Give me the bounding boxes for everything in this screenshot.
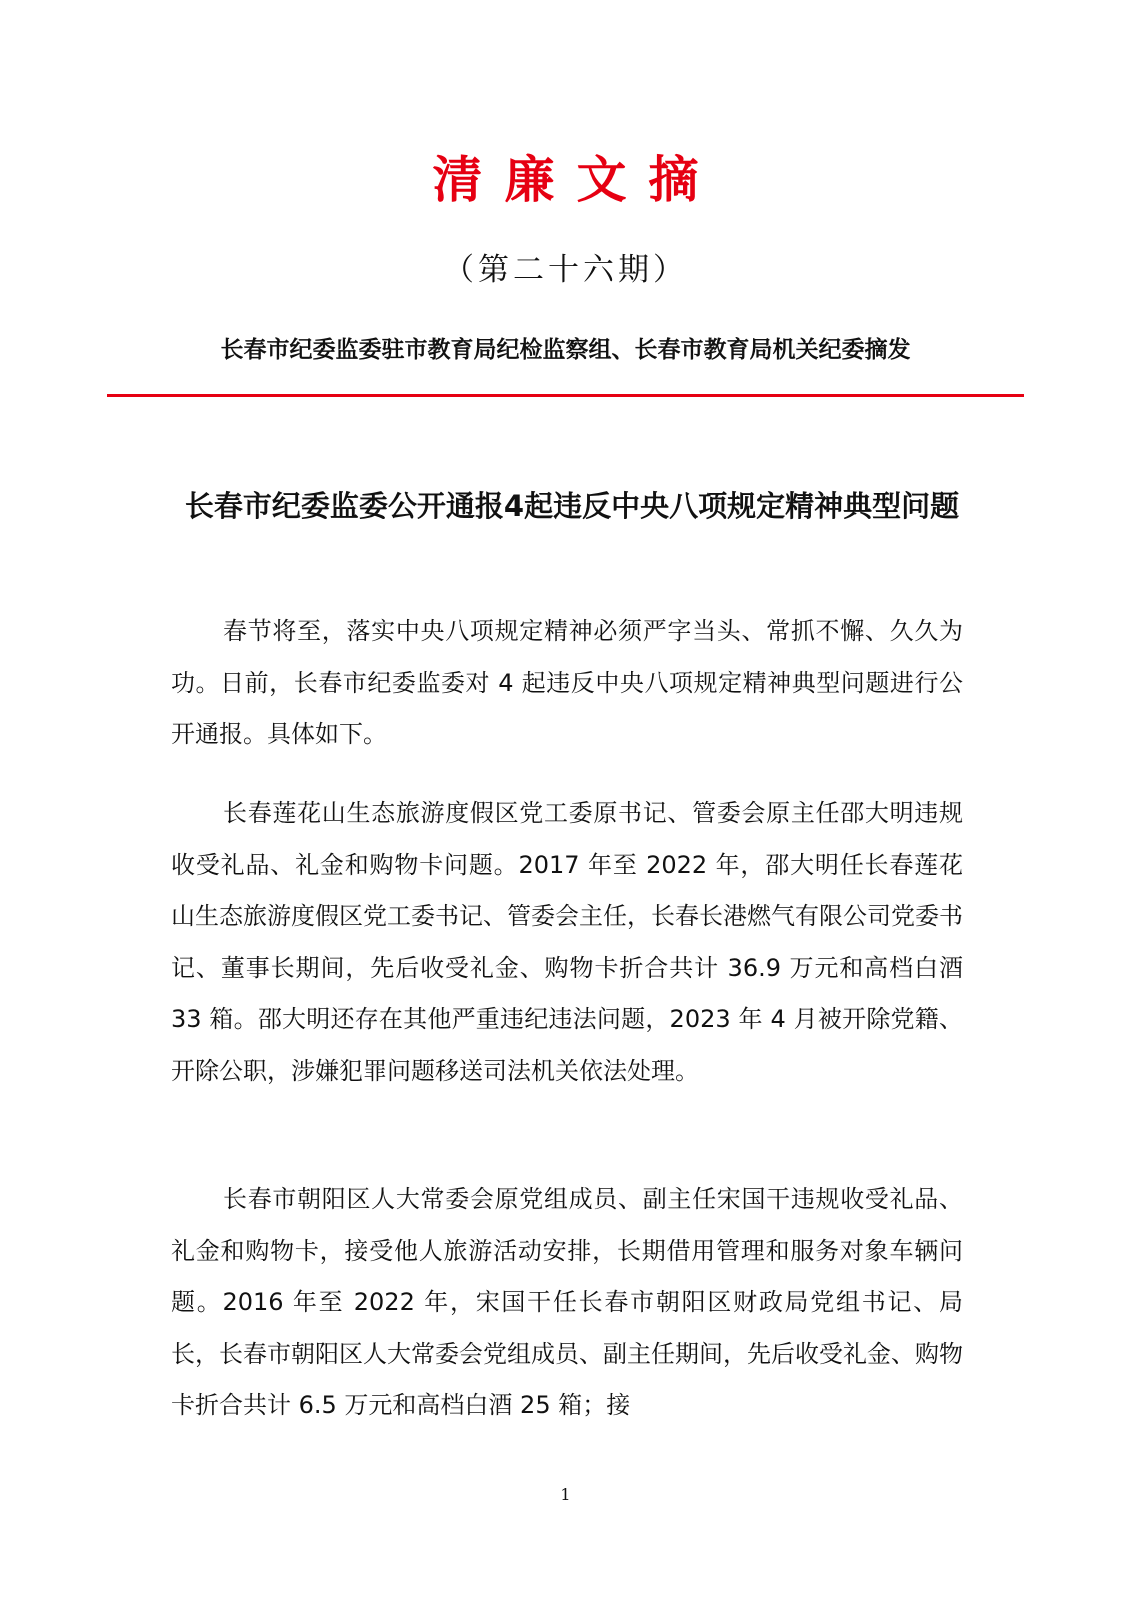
body-paragraph: 长春莲花山生态旅游度假区党工委原书记、管委会原主任邵大明违规收受礼品、礼金和购物卡问题。2017 年至 2022 年，邵大明任长春莲花山生态旅游度假区党工委书记、管委会主任，长春长港燃气有限公司党委书记、董事长期间，先后收受礼金、购物卡折合共计 36.9 万元和高档白酒 33 箱。邵大明还存在其他严重违纪违法问题，2023 年 4 月被开除党籍、开除公职，涉嫌犯罪问题移送司法机关依法处理。	[171, 799, 963, 1085]
body-paragraph: 春节将至，落实中央八项规定精神必须严字当头、常抓不懈、久久为功。日前，长春市纪委监委对 4 起违反中央八项规定精神典型问题进行公开通报。具体如下。	[171, 617, 963, 748]
issue-number: （第二十六期）	[443, 252, 688, 288]
article-title: 长春市纪委监委公开通报4起违反中央八项规定精神典型问题	[184, 489, 960, 523]
page-number: 1	[560, 1485, 571, 1504]
masthead-title: 清廉文摘	[432, 151, 721, 209]
publisher-line: 长春市纪委监委驻市教育局纪检监察组、长春市教育局机关纪委摘发	[220, 336, 911, 363]
header-divider	[107, 394, 1024, 397]
body-paragraph: 长春市朝阳区人大常委会原党组成员、副主任宋国干违规收受礼品、礼金和购物卡，接受他人旅游活动安排，长期借用管理和服务对象车辆问题。2016 年至 2022 年，宋国干任长春市朝阳区财政局党组书记、局长，长春市朝阳区人大常委会党组成员、副主任期间，先后收受礼金、购物卡折合共计 6.5 万元和高档白酒 25 箱；接	[171, 1185, 963, 1419]
